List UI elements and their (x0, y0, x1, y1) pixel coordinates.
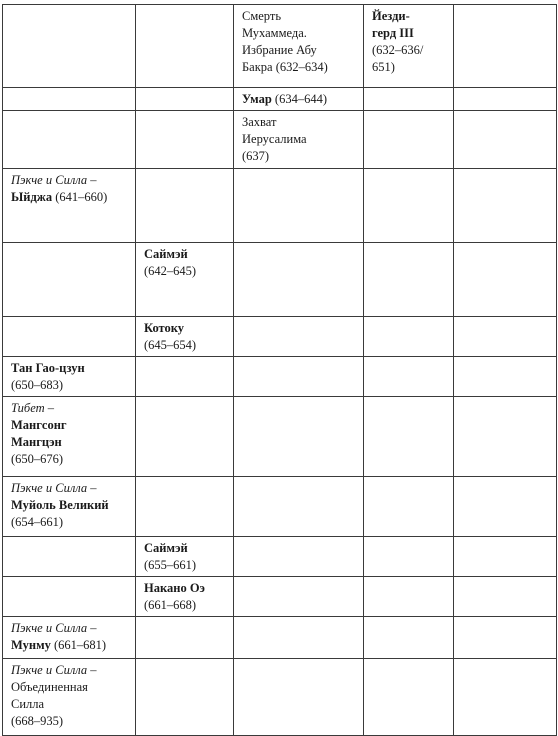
cell (136, 357, 234, 397)
ruler-name: Накано Оэ (144, 581, 205, 595)
cell (234, 537, 364, 577)
event-text: Захват (242, 115, 277, 129)
cell (3, 317, 136, 357)
event-text: Избрание Абу (242, 43, 317, 57)
ruler-name: Ыйджа (11, 190, 53, 204)
region-label: Пэкче и Силла – (11, 481, 97, 495)
table-row (3, 659, 557, 736)
cell (136, 659, 234, 736)
cell (234, 5, 364, 88)
reign-years: (650–676) (11, 452, 64, 466)
cell (136, 477, 234, 537)
ruler-name: Мангцэн (11, 435, 62, 449)
cell (454, 5, 557, 88)
cell (136, 617, 234, 659)
ruler-name: Мунму (11, 638, 51, 652)
cell (234, 317, 364, 357)
table-row (3, 111, 557, 169)
cell (3, 659, 136, 736)
event-text: Смерть (242, 9, 282, 23)
reign-years: 651) (372, 60, 395, 74)
table-row (3, 397, 557, 477)
cell (364, 88, 454, 111)
cell (3, 5, 136, 88)
cell (364, 659, 454, 736)
chronology-table (2, 4, 557, 736)
region-label: Пэкче и Силла – (11, 663, 97, 677)
cell (454, 617, 557, 659)
ruler-name: Саймэй (144, 541, 188, 555)
cell (234, 397, 364, 477)
table-row (3, 169, 557, 243)
cell (364, 243, 454, 317)
cell (3, 111, 136, 169)
reign-years: (654–661) (11, 515, 64, 529)
region-label: Тибет – (11, 401, 54, 415)
cell (364, 617, 454, 659)
table-row (3, 537, 557, 577)
table-row (3, 477, 557, 537)
cell (454, 169, 557, 243)
cell (234, 88, 364, 111)
ruler-name: Котоку (144, 321, 185, 335)
reign-years: (655–661) (144, 558, 197, 572)
ruler-name: герд III (372, 26, 414, 40)
cell (364, 537, 454, 577)
cell (454, 357, 557, 397)
state-name: Силла (11, 697, 45, 711)
state-name: Объединенная (11, 680, 88, 694)
cell (454, 317, 557, 357)
cell (136, 537, 234, 577)
cell (234, 617, 364, 659)
table-row (3, 317, 557, 357)
ruler-name: Умар (242, 92, 272, 106)
table-row (3, 577, 557, 617)
reign-years: (661–668) (144, 598, 197, 612)
cell (234, 243, 364, 317)
cell (3, 477, 136, 537)
ruler-name: Мангсонг (11, 418, 67, 432)
table-row (3, 617, 557, 659)
reign-years: (668–935) (11, 714, 64, 728)
cell (234, 169, 364, 243)
cell (454, 397, 557, 477)
event-text: Мухаммеда. (242, 26, 307, 40)
cell (454, 111, 557, 169)
event-text: Бакра (632–634) (242, 60, 328, 74)
region-label: Пэкче и Силла – (11, 173, 97, 187)
cell (136, 577, 234, 617)
event-text: Иерусалима (242, 132, 307, 146)
table-row (3, 243, 557, 317)
cell (136, 397, 234, 477)
reign-years: (645–654) (144, 338, 197, 352)
ruler-name: Тан Гао-цзун (11, 361, 85, 375)
table-row (3, 88, 557, 111)
ruler-name: Саймэй (144, 247, 188, 261)
cell (3, 169, 136, 243)
reign-years: (634–644) (271, 92, 327, 106)
cell (364, 577, 454, 617)
cell (234, 477, 364, 537)
reign-years: (661–681) (50, 638, 107, 652)
cell (136, 243, 234, 317)
cell (3, 357, 136, 397)
cell (234, 659, 364, 736)
cell (364, 169, 454, 243)
table-row (3, 5, 557, 88)
table-row (3, 357, 557, 397)
cell (364, 397, 454, 477)
cell (234, 111, 364, 169)
event-text: (637) (242, 149, 270, 163)
cell (454, 659, 557, 736)
cell (3, 243, 136, 317)
region-label: Пэкче и Силла – (11, 621, 97, 635)
cell (136, 111, 234, 169)
cell (234, 577, 364, 617)
cell (3, 397, 136, 477)
cell (136, 88, 234, 111)
cell (3, 617, 136, 659)
reign-years: (632–636/ (372, 43, 424, 57)
cell (364, 5, 454, 88)
cell (364, 357, 454, 397)
cell (454, 577, 557, 617)
cell (136, 5, 234, 88)
cell (364, 111, 454, 169)
ruler-name: Муйоль Великий (11, 498, 109, 512)
cell (3, 577, 136, 617)
reign-years: (650–683) (11, 378, 64, 392)
cell (454, 243, 557, 317)
cell (454, 88, 557, 111)
cell (364, 477, 454, 537)
reign-years: (641–660) (52, 190, 108, 204)
ruler-name: Йезди- (372, 9, 410, 23)
cell (136, 317, 234, 357)
cell (3, 537, 136, 577)
cell (3, 88, 136, 111)
cell (234, 357, 364, 397)
cell (454, 537, 557, 577)
cell (136, 169, 234, 243)
cell (364, 317, 454, 357)
cell (454, 477, 557, 537)
reign-years: (642–645) (144, 264, 197, 278)
